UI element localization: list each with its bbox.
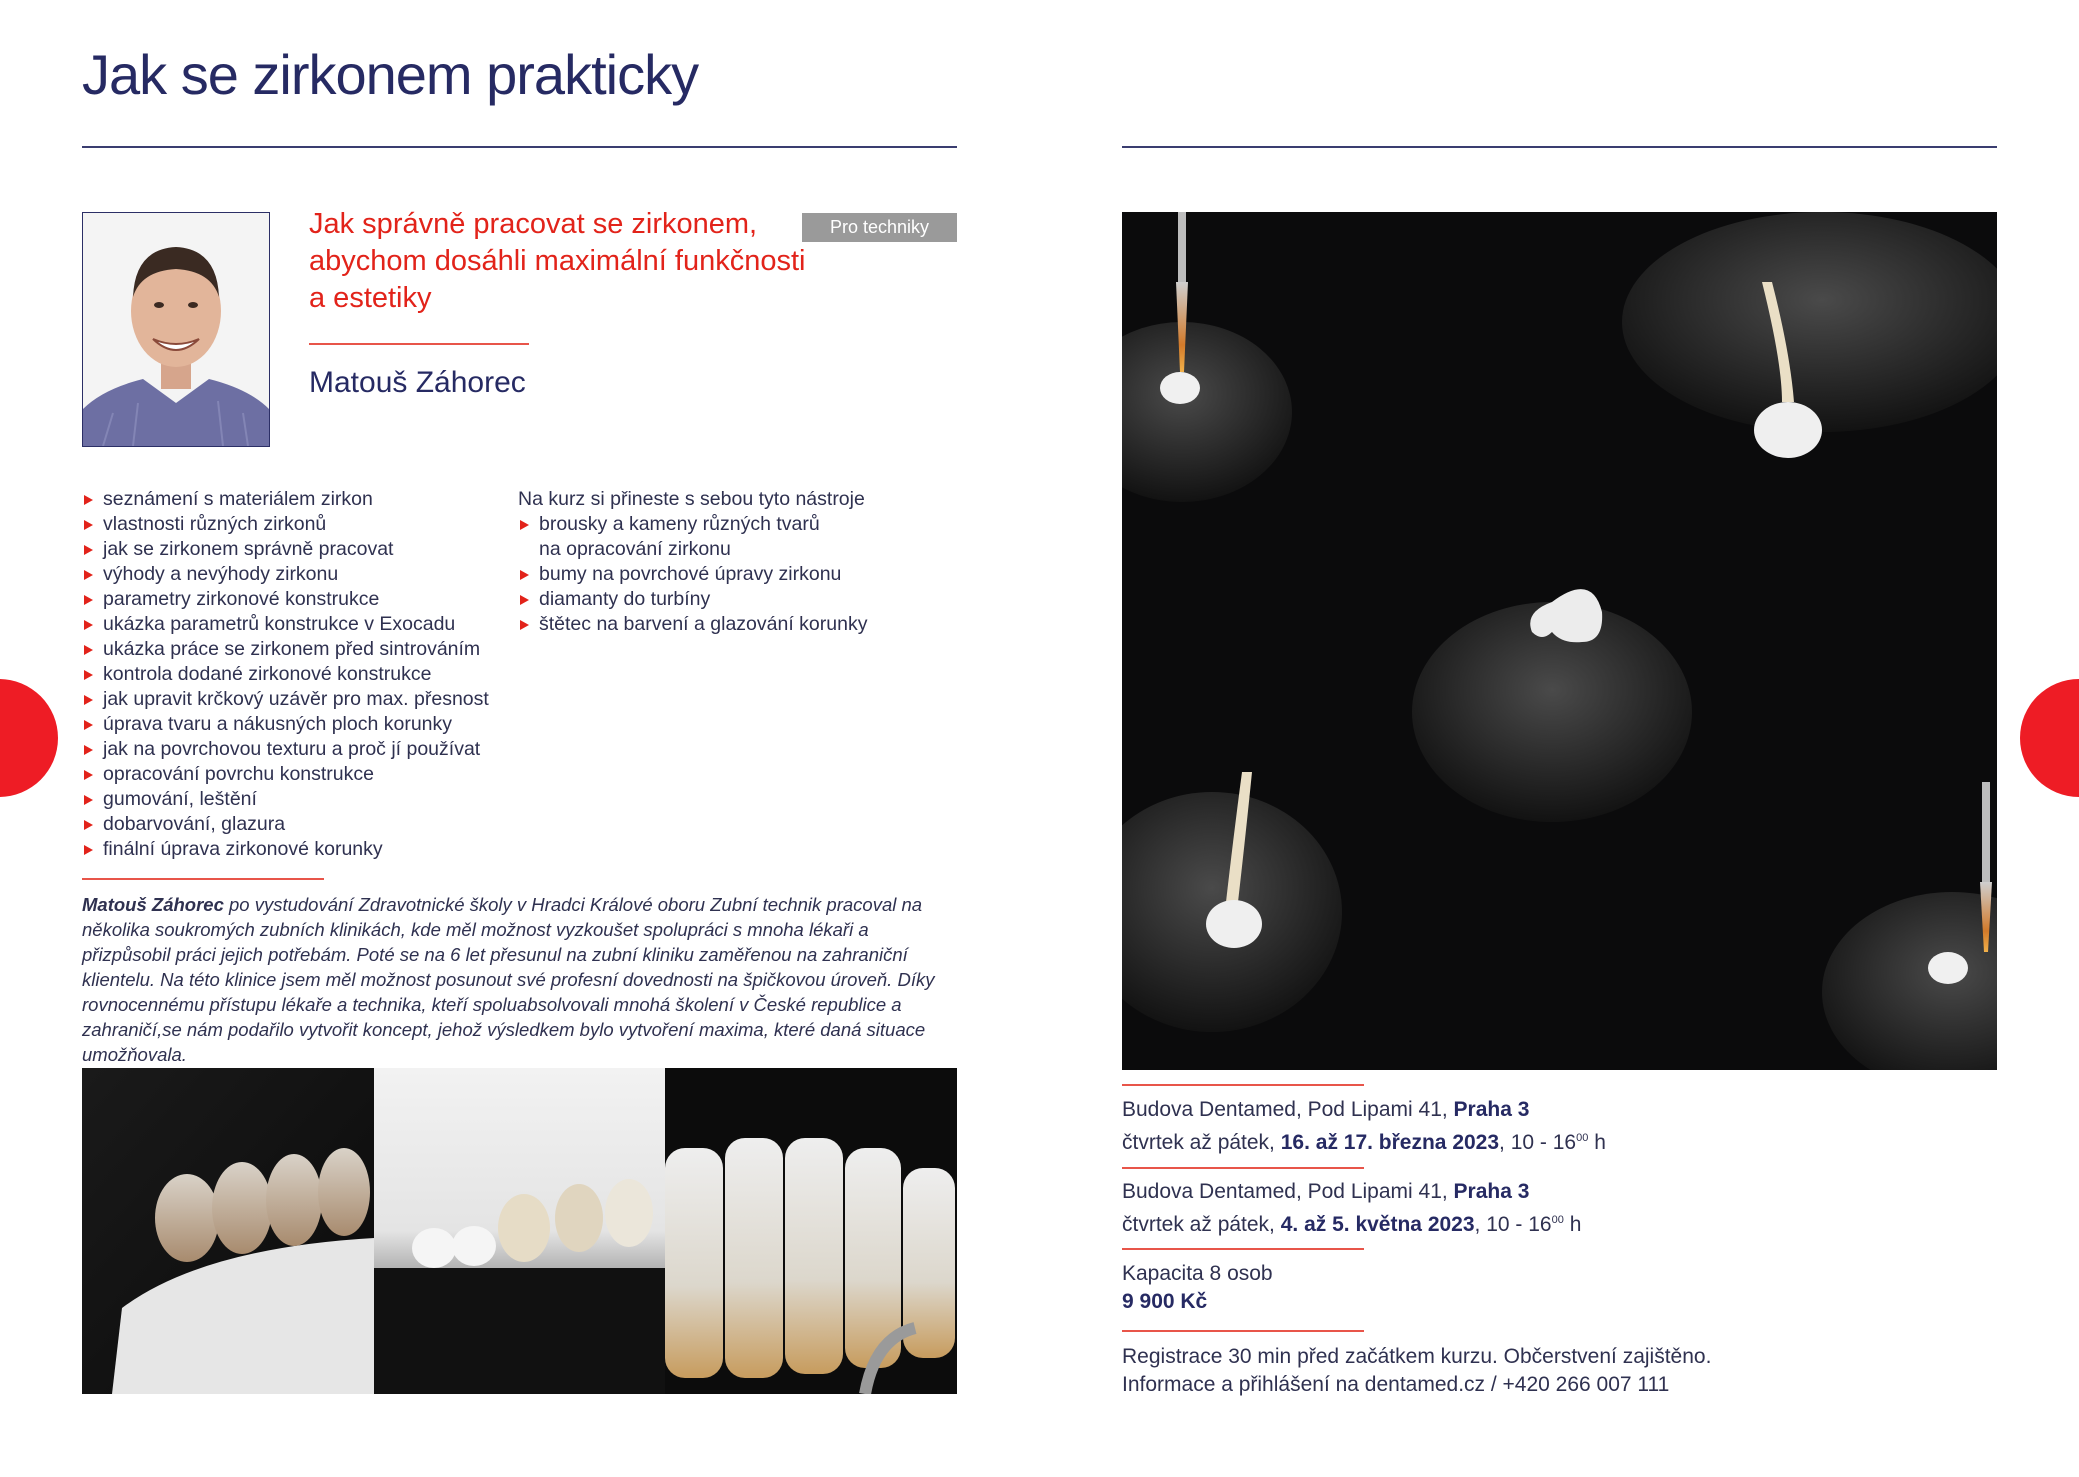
registration-block: [1122, 1343, 1711, 1399]
event-rule-1: [1122, 1084, 1364, 1086]
list-item: úprava tvaru a nákusných ploch korunky: [82, 712, 489, 737]
list-item: jak upravit krčkový uzávěr pro max. přesnost: [82, 687, 489, 712]
event-1: [1122, 1096, 1606, 1157]
capacity-text: Kapacita 8 osob: [1122, 1262, 1273, 1285]
list-item: diamanty do turbíny: [518, 587, 867, 612]
audience-badge: Pro techniky: [802, 213, 957, 242]
list-item: vlastnosti různých zirkonů: [82, 512, 489, 537]
event-2: [1122, 1178, 1581, 1239]
header-rule-right: [1122, 146, 1997, 148]
teeth-photo-2: [374, 1068, 666, 1394]
list-item: ukázka parametrů konstrukce v Exocadu: [82, 612, 489, 637]
capacity-block: [1122, 1260, 1273, 1316]
list-item: dobarvování, glazura: [82, 812, 489, 837]
list-item: jak se zirkonem správně pracovat: [82, 537, 489, 562]
page-title: Jak se zirkonem prakticky: [82, 43, 699, 106]
event-date: čtvrtek až pátek, 4. až 5. května 2023, $10 - 16^{00}$ h: [1122, 1213, 1582, 1236]
capacity-rule: [1122, 1248, 1364, 1250]
event-rule-2: [1122, 1167, 1364, 1169]
side-tab-left: [0, 679, 58, 797]
registration-rule: [1122, 1330, 1364, 1332]
list-item: kontrola dodané zirkonové konstrukce: [82, 662, 489, 687]
list-item: finální úprava zirkonové korunky: [82, 837, 489, 862]
event-date: čtvrtek až pátek, 16. až 17. března 2023, $10 - 16^{00}$ h: [1122, 1131, 1606, 1154]
list-item: brousky a kameny různých tvarů na opracování zirkonu: [518, 512, 839, 562]
tools-list: [518, 512, 867, 637]
event-venue: Budova Dentamed, Pod Lipami 41, Praha 3: [1122, 1098, 1530, 1121]
side-tab-right: [2020, 679, 2079, 797]
list-item: ukázka práce se zirkonem před sintrováním: [82, 637, 489, 662]
header-rule-left: [82, 146, 957, 148]
title-rule: [309, 343, 529, 345]
list-item: parametry zirkonové konstrukce: [82, 587, 489, 612]
speaker-bio: [82, 892, 962, 1067]
list-item: gumování, leštění: [82, 787, 489, 812]
bio-name: Matouš Záhorec: [82, 894, 224, 915]
topics-list: [82, 487, 489, 862]
hero-image: [1122, 212, 1997, 1070]
bio-text: po vystudování Zdravotnické školy v Hradci Králové oboru Zubní technik pracoval na několika soukromých zubních klinikách, kde měl možnost vyzkoušet spolupráci s mnoha lékaři a přizpůsobil práci jejich potřebám. Poté se na 6 let přesunul na zubní kliniku zaměřenou na zahraniční klientelu. Na této klinice jsem měl možnost posunout své profesní dovednosti na špičkovou úroveň. Díky rovnocennému přístupu lékaře a technika, kteří spoluabsolvovali mnohá školení v České republice a zahraničí,se nám podařilo vytvořit koncept, jehož výsledkem bylo vytvoření maxima, které daná situace umožňovala.: [82, 894, 935, 1065]
contact-text: Informace a přihlášení na dentamed.cz / +420 266 007 111: [1122, 1373, 1670, 1396]
speaker-portrait: [82, 212, 270, 447]
course-title: Jak správně pracovat se zirkonem, abychom dosáhli maximální funkčnosti a estetiky: [309, 208, 806, 314]
tools-heading: Na kurz si přineste s sebou tyto nástroje: [518, 488, 865, 510]
list-item: seznámení s materiálem zirkon: [82, 487, 489, 512]
list-item: jak na povrchovou texturu a proč jí používat: [82, 737, 489, 762]
event-venue: Budova Dentamed, Pod Lipami 41, Praha 3: [1122, 1180, 1530, 1203]
photo-strip: [82, 1068, 957, 1394]
list-item: štětec na barvení a glazování korunky: [518, 612, 867, 637]
teeth-photo-1: [82, 1068, 374, 1394]
list-item: opracování povrchu konstrukce: [82, 762, 489, 787]
list-item: bumy na povrchové úpravy zirkonu: [518, 562, 867, 587]
registration-text: Registrace 30 min před začátkem kurzu. Občerstvení zajištěno.: [1122, 1345, 1712, 1368]
bio-rule: [82, 878, 324, 880]
speaker-name: Matouš Záhorec: [309, 366, 526, 399]
list-item: výhody a nevýhody zirkonu: [82, 562, 489, 587]
teeth-photo-3: [665, 1068, 957, 1394]
price: 9 900 Kč: [1122, 1290, 1208, 1313]
